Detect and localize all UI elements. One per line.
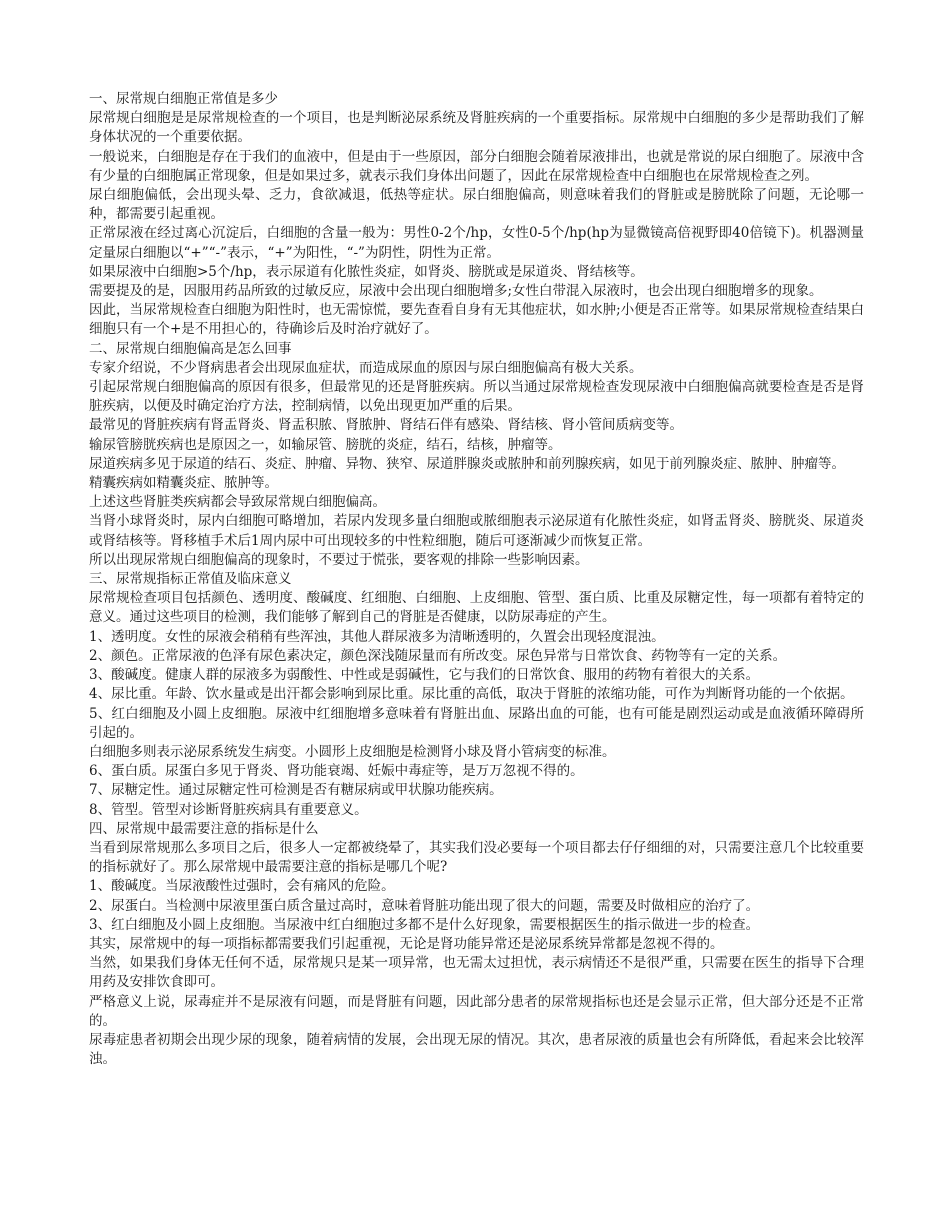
paragraph: 尿毒症患者初期会出现少尿的现象，随着病情的发展，会出现无尿的情况。其次，患者尿液的质量也会有所降低，看起来会比较浑浊。 xyxy=(89,1031,864,1068)
section-heading: 四、尿常规中最需要注意的指标是什么 xyxy=(89,820,319,837)
paragraph: 4、尿比重。年龄、饮水量或是出汗都会影响到尿比重。尿比重的高低，取决于肾脏的浓缩功能，可作为判断肾功能的一个依据。 xyxy=(89,686,854,703)
paragraph: 如果尿液中白细胞>5个/hp，表示尿道有化脓性炎症，如肾炎、膀胱或是尿道炎、肾结核等。 xyxy=(89,263,644,280)
paragraph: 尿道疾病多见于尿道的结石、炎症、肿瘤、异物、狭窄、尿道胖腺炎或脓肿和前列腺疾病，如见于前列腺炎症、脓肿、肿瘤等。 xyxy=(89,455,845,472)
paragraph: 需要提及的是，因服用药品所致的过敏反应，尿液中会出现白细胞增多;女性白带混入尿液时，也会出现白细胞增多的现象。 xyxy=(89,283,823,300)
paragraph: 其实，尿常规中的每一项指标都需要我们引起重视，无论是肾功能异常还是泌尿系统异常都是忽视不得的。 xyxy=(89,935,724,952)
section-heading: 一、尿常规白细胞正常值是多少 xyxy=(89,91,278,107)
paragraph: 白细胞多则表示泌尿系统发生病变。小圆形上皮细胞是检测肾小球及肾小管病变的标准。 xyxy=(89,743,616,760)
paragraph: 3、红白细胞及小圆上皮细胞。当尿液中红白细胞过多都不是什么好现象，需要根据医生的指示做进一步的检查。 xyxy=(89,916,760,933)
paragraph: 严格意义上说，尿毒症并不是尿液有问题，而是肾脏有问题，因此部分患者的尿常规指标也还是会显示正常，但大部分还是不正常的。 xyxy=(89,993,864,1029)
paragraph: 6、蛋白质。尿蛋白多见于肾炎、肾功能衰竭、妊娠中毒症等，是万万忽视不得的。 xyxy=(89,763,584,780)
paragraph: 尿常规白细胞是是尿常规检查的一个项目，也是判断泌尿系统及肾脏疾病的一个重要指标。尿常规中白细胞的多少是帮助我们了解身体状况的一个重要依据。 xyxy=(89,110,864,146)
paragraph: 5、红白细胞及小圆上皮细胞。尿液中红细胞增多意味着有肾脏出血、尿路出血的可能，也有可能是剧烈运动或是血液循环障碍所引起的。 xyxy=(89,705,864,741)
paragraph: 尿常规检查项目包括颜色、透明度、酸碱度、红细胞、白细胞、上皮细胞、管型、蛋白质、比重及尿糖定性，每一项都有着特定的意义。通过这些项目的检测，我们能够了解到自己的肾脏是否健康，以防尿毒症的产生。 xyxy=(89,590,864,626)
paragraph: 8、管型。管型对诊断肾脏疾病具有重要意义。 xyxy=(89,801,368,818)
paragraph: 当然，如果我们身体无任何不适，尿常规只是某一项异常，也无需太过担忧，表示病情还不是很严重，只需要在医生的指导下合理用药及安排饮食即可。 xyxy=(89,955,864,991)
paragraph: 输尿管膀胱疾病也是原因之一，如输尿管、膀胱的炎症，结石，结核，肿瘤等。 xyxy=(89,436,562,453)
paragraph: 2、颜色。正常尿液的色泽有尿色素决定，颜色深浅随尿量而有所改变。尿色异常与日常饮食、药物等有一定的关系。 xyxy=(89,647,787,664)
paragraph: 1、透明度。女性的尿液会稍稍有些浑浊，其他人群尿液多为清晰透明的，久置会出现轻度混浊。 xyxy=(89,628,665,645)
paragraph: 因此，当尿常规检查白细胞为阳性时，也无需惊慌，要先查看自身有无其他症状，如水肿;小便是否正常等。如果尿常规检查结果白细胞只有一个+是不用担心的，待确诊后及时治疗就好了。 xyxy=(89,302,864,338)
paragraph: 尿白细胞偏低，会出现头晕、乏力，食欲减退，低热等症状。尿白细胞偏高，则意味着我们的肾脏或是膀胱除了问题，无论哪一种，都需要引起重视。 xyxy=(89,187,864,223)
paragraph: 正常尿液在经过离心沉淀后，白细胞的含量一般为：男性0-2个/hp，女性0-5个/hp(hp为显微镜高倍视野即40倍镜下)。机器测量定量尿白细胞以“+”“-”表示，“+”为阳性，“-”为阴性，阴性为正常。 xyxy=(89,225,864,261)
paragraph: 引起尿常规白细胞偏高的原因有很多，但最常见的还是肾脏疾病。所以当通过尿常规检查发现尿液中白细胞偏高就要检查是否是肾脏疾病，以便及时确定治疗方法，控制病情，以免出现更加严重的后果。 xyxy=(89,379,864,415)
section-heading: 二、尿常规白细胞偏高是怎么回事 xyxy=(89,340,292,357)
paragraph: 上述这些肾脏类疾病都会导致尿常规白细胞偏高。 xyxy=(89,494,386,511)
paragraph: 专家介绍说，不少肾病患者会出现尿血症状，而造成尿血的原因与尿白细胞偏高有极大关系。 xyxy=(89,359,643,376)
paragraph: 精囊疾病如精囊炎症、脓肿等。 xyxy=(89,475,278,492)
paragraph: 最常见的肾脏疾病有肾盂肾炎、肾盂积脓、肾脓肿、肾结石伴有感染、肾结核、肾小管间质病变等。 xyxy=(89,417,683,434)
document-body xyxy=(89,90,864,1069)
paragraph: 3、酸碱度。健康人群的尿液多为弱酸性、中性或是弱碱性，它与我们的日常饮食、服用的药物有着很大的关系。 xyxy=(89,667,760,684)
paragraph: 当看到尿常规那么多项目之后，很多人一定都被绕晕了，其实我们没必要每一个项目都去仔仔细细的对，只需要注意几个比较重要的指标就好了。那么尿常规中最需要注意的指标是哪几个呢? xyxy=(89,839,864,876)
paragraph: 7、尿糖定性。通过尿糖定性可检测是否有糖尿病或甲状腺功能疾病。 xyxy=(89,782,503,799)
paragraph: 一般说来，白细胞是存在于我们的血液中，但是由于一些原因，部分白细胞会随着尿液排出，也就是常说的尿白细胞了。尿液中含有少量的白细胞属正常现象，但是如果过多，就表示我们身体出问题了，因此在尿常规检查中白细胞也在尿常规检查之列。 xyxy=(89,148,864,184)
paragraph: 2、尿蛋白。当检测中尿液里蛋白质含量过高时，意味着肾脏功能出现了很大的问题，需要及时做相应的治疗了。 xyxy=(89,897,760,914)
section-heading: 三、尿常规指标正常值及临床意义 xyxy=(89,571,292,588)
paragraph: 所以出现尿常规白细胞偏高的现象时，不要过于慌张，要客观的排除一些影响因素。 xyxy=(89,551,589,568)
paragraph: 当肾小球肾炎时，尿内白细胞可略增加，若尿内发现多量白细胞或脓细胞表示泌尿道有化脓性炎症，如肾盂肾炎、膀胱炎、尿道炎或肾结核等。肾移植手术后1周内尿中可出现较多的中性粒细胞，随后可逐渐减少而恢复正常。 xyxy=(89,513,864,549)
paragraph: 1、酸碱度。当尿液酸性过强时，会有痛风的危险。 xyxy=(89,878,395,895)
